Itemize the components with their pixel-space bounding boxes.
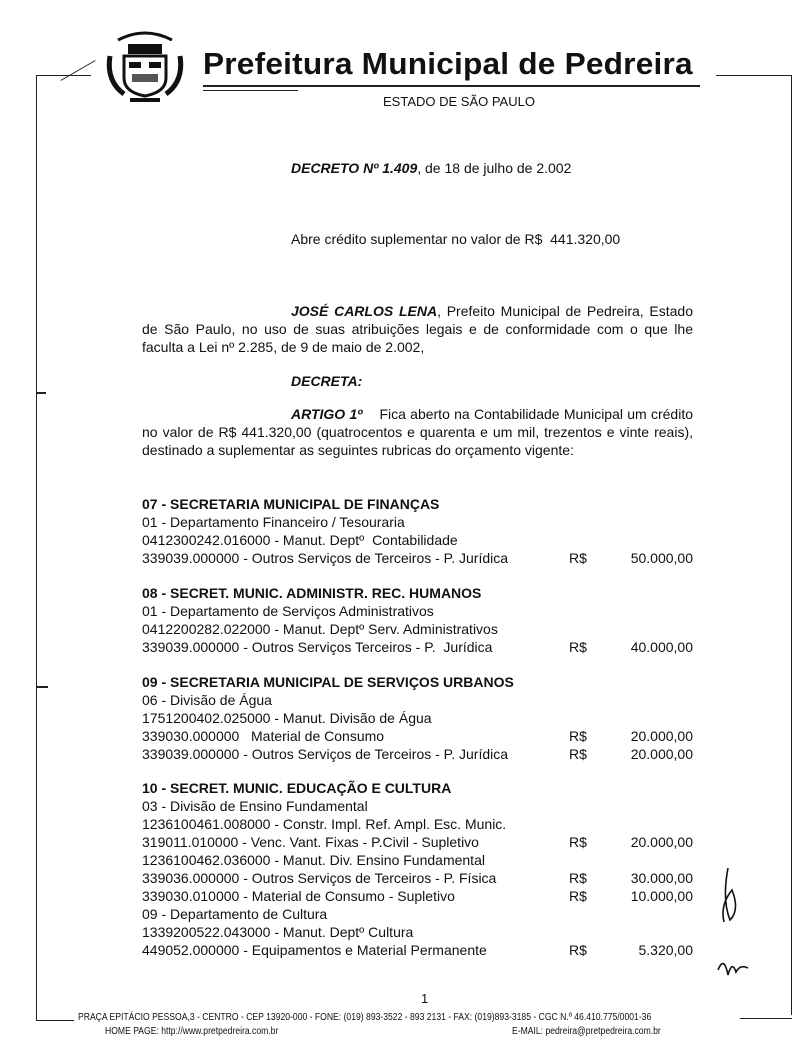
budget-line-text: 0412300242.016000 - Manut. Deptº Contabilidade xyxy=(142,532,458,548)
budget-line xyxy=(142,709,693,727)
page-title: Prefeitura Municipal de Pedreira xyxy=(203,46,693,81)
title-underline-thin xyxy=(203,90,298,91)
frame-right xyxy=(791,75,792,1015)
section-heading: 09 - SECRETARIA MUNICIPAL DE SERVIÇOS URBANOS xyxy=(142,674,514,690)
budget-line-text: 01 - Departamento de Serviços Administrativos xyxy=(142,603,434,619)
budget-line xyxy=(142,815,693,833)
budget-line-text: 0412200282.022000 - Manut. Deptº Serv. Administrativos xyxy=(142,621,498,637)
page-number: 1 xyxy=(421,991,429,1006)
budget-line-text: 339039.000000 - Outros Serviços de Terceiros - P. Jurídica xyxy=(142,746,509,762)
currency-label: R$ xyxy=(569,888,587,904)
section-heading: 08 - SECRET. MUNIC. ADMINISTR. REC. HUMANOS xyxy=(142,585,482,601)
decreta-heading: DECRETA: xyxy=(291,373,363,389)
state-subtitle: ESTADO DE SÃO PAULO xyxy=(383,94,535,109)
amount: 5.320,00 xyxy=(638,942,693,958)
budget-line-text: 339030.000000 Material de Consumo xyxy=(142,728,385,744)
coat-of-arms-logo xyxy=(104,26,186,106)
budget-line xyxy=(142,923,693,941)
budget-line xyxy=(142,727,693,745)
budget-line-text: 319011.010000 - Venc. Vant. Fixas - P.Civil - Supletivo xyxy=(142,834,479,850)
budget-line xyxy=(142,941,693,959)
preamble-paragraph xyxy=(142,302,693,356)
budget-line xyxy=(142,797,693,815)
currency-label: R$ xyxy=(569,870,587,886)
amount: 10.000,00 xyxy=(630,888,693,904)
section-07 xyxy=(142,495,693,567)
budget-line xyxy=(142,513,693,531)
frame-slash xyxy=(60,60,95,81)
article-paragraph xyxy=(142,405,693,459)
budget-line xyxy=(142,833,693,851)
margin-mark xyxy=(36,686,48,688)
currency-label: R$ xyxy=(569,639,587,655)
currency-label: R$ xyxy=(569,728,587,744)
title-underline xyxy=(203,85,700,87)
article-label: ARTIGO 1º xyxy=(291,406,363,422)
frame-top-left xyxy=(36,75,91,76)
frame-top-right xyxy=(716,75,792,76)
budget-line-text: 01 - Departamento Financeiro / Tesouraria xyxy=(142,514,405,530)
frame-bottom-right xyxy=(740,1018,792,1019)
amount: 20.000,00 xyxy=(630,834,693,850)
budget-line xyxy=(142,602,693,620)
decree-date: , de 18 de julho de 2.002 xyxy=(417,160,572,176)
budget-line xyxy=(142,869,693,887)
currency-label: R$ xyxy=(569,834,587,850)
section-heading: 07 - SECRETARIA MUNICIPAL DE FINANÇAS xyxy=(142,496,440,512)
budget-line-text: 1236100461.008000 - Constr. Impl. Ref. Ampl. Esc. Munic. xyxy=(142,816,507,832)
section-09 xyxy=(142,673,693,763)
section-08 xyxy=(142,584,693,656)
frame-bottom-left xyxy=(36,1020,74,1021)
currency-label: R$ xyxy=(569,942,587,958)
budget-line-text: 1236100462.036000 - Manut. Div. Ensino Fundamental xyxy=(142,852,485,868)
decree-summary: Abre crédito suplementar no valor de R$ 441.320,00 xyxy=(291,231,621,247)
budget-line xyxy=(142,905,693,923)
budget-line xyxy=(142,620,693,638)
budget-line xyxy=(142,638,693,656)
footer-email: E-MAIL: pedreira@pretpedreira.com.br xyxy=(512,1026,661,1037)
budget-line-text: 09 - Departamento de Cultura xyxy=(142,906,328,922)
preamble-text: , Prefeito Municipal de Pedreira, Estado de São Paulo, no uso de suas atribuições legais e de conformidade com o que lhe faculta a Lei nº 2.285, de 9 de maio de 2.002, xyxy=(142,303,693,355)
amount: 30.000,00 xyxy=(630,870,693,886)
amount: 50.000,00 xyxy=(630,550,693,566)
budget-line-text: 339039.000000 - Outros Serviços de Terceiros - P. Jurídica xyxy=(142,550,509,566)
budget-line xyxy=(142,531,693,549)
budget-line-text: 03 - Divisão de Ensino Fundamental xyxy=(142,798,368,814)
footer-address: PRAÇA EPITÁCIO PESSOA,3 - CENTRO - CEP 13920-000 - FONE: (019) 893-3522 - 893 2131 - FAX: (019)893-3185 - CGC N.º 46.410.775/0001-36 xyxy=(78,1012,652,1023)
currency-label: R$ xyxy=(569,746,587,762)
budget-line xyxy=(142,745,693,763)
budget-line-text: 1751200402.025000 - Manut. Divisão de Água xyxy=(142,710,432,726)
article-text: Fica aberto na Contabilidade Municipal um crédito no valor de R$ 441.320,00 (quatrocentos e quarenta e um mil, trezentos e vinte reais), destinado a suplementar as seguintes rubricas do orçamento vigente: xyxy=(142,406,693,458)
margin-mark xyxy=(36,392,46,394)
footer-homepage: HOME PAGE: http://www.pretpedreira.com.br xyxy=(105,1026,279,1037)
frame-left xyxy=(36,75,37,1020)
budget-line-text: 339030.010000 - Material de Consumo - Supletivo xyxy=(142,888,455,904)
currency-label: R$ xyxy=(569,550,587,566)
section-heading: 10 - SECRET. MUNIC. EDUCAÇÃO E CULTURA xyxy=(142,780,452,796)
mayor-name: JOSÉ CARLOS LENA xyxy=(291,303,438,319)
budget-line-text: 06 - Divisão de Água xyxy=(142,692,272,708)
decree-title xyxy=(291,159,571,177)
budget-line xyxy=(142,851,693,869)
amount: 40.000,00 xyxy=(630,639,693,655)
budget-line xyxy=(142,887,693,905)
budget-line-text: 449052.000000 - Equipamentos e Material Permanente xyxy=(142,942,487,958)
section-10 xyxy=(142,779,693,959)
amount: 20.000,00 xyxy=(630,728,693,744)
budget-line xyxy=(142,549,693,567)
amount: 20.000,00 xyxy=(630,746,693,762)
budget-line xyxy=(142,691,693,709)
budget-line-text: 1339200522.043000 - Manut. Deptº Cultura xyxy=(142,924,414,940)
budget-line-text: 339039.000000 - Outros Serviços Terceiros - P. Jurídica xyxy=(142,639,493,655)
signature xyxy=(700,860,760,990)
decree-number: DECRETO Nº 1.409 xyxy=(291,160,418,176)
budget-line-text: 339036.000000 - Outros Serviços de Terceiros - P. Física xyxy=(142,870,497,886)
